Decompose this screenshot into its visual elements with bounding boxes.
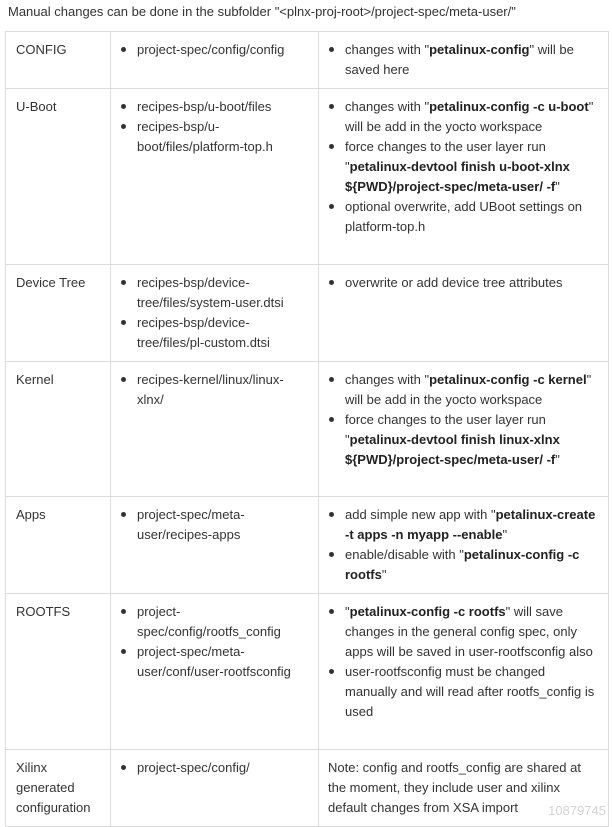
command-text: petalinux-config -c u-boot <box>429 99 589 114</box>
note-item: add simple new app with "petalinux-create -t apps -n myapp --enable" <box>328 505 599 545</box>
paths-list <box>120 40 309 60</box>
paths-list <box>120 370 309 410</box>
row-name: ROOTFS <box>6 594 111 750</box>
config-table-body <box>6 32 609 827</box>
path-item: project-spec/meta-user/recipes-apps <box>120 505 309 545</box>
note-item: changes with "petalinux-config" will be saved here <box>328 40 599 80</box>
table-row <box>6 32 609 89</box>
paths-cell <box>111 497 319 594</box>
paths-cell <box>111 594 319 750</box>
notes-cell <box>319 594 609 750</box>
paths-cell <box>111 32 319 89</box>
notes-list <box>328 602 599 722</box>
watermark-text: 10879745 <box>548 803 606 818</box>
intro-text: Manual changes can be done in the subfolder "<plnx-proj-root>/project-spec/meta-user/" <box>8 4 516 19</box>
notes-cell <box>319 32 609 89</box>
notes-list <box>328 505 599 585</box>
table-row <box>6 265 609 362</box>
note-item: optional overwrite, add UBoot settings on platform-top.h <box>328 197 599 237</box>
row-name: Apps <box>6 497 111 594</box>
paths-list <box>120 758 309 778</box>
command-text: petalinux-create -t apps -n myapp --enable <box>345 507 596 542</box>
notes-list <box>328 97 599 237</box>
table-row <box>6 750 609 827</box>
notes-cell <box>319 362 609 497</box>
path-item: recipes-bsp/device-tree/files/pl-custom.dtsi <box>120 313 309 353</box>
note-item: changes with "petalinux-config -c u-boot" will be add in the yocto workspace <box>328 97 599 137</box>
path-item: recipes-bsp/u-boot/files/platform-top.h <box>120 117 309 157</box>
plain-note: Note: config and rootfs_config are shared at the moment, they include user and xilinx default changes from XSA import <box>328 760 581 815</box>
path-item: project-spec/config/config <box>120 40 309 60</box>
note-item: enable/disable with "petalinux-config -c rootfs" <box>328 545 599 585</box>
path-item: project-spec/meta-user/conf/user-rootfsconfig <box>120 642 309 682</box>
row-name: CONFIG <box>6 32 111 89</box>
notes-list <box>328 370 599 470</box>
paths-list <box>120 97 309 157</box>
note-item: changes with "petalinux-config -c kernel" will be add in the yocto workspace <box>328 370 599 410</box>
paths-list <box>120 505 309 545</box>
command-text: petalinux-config -c kernel <box>429 372 587 387</box>
row-name: Xilinx generated configuration <box>6 750 111 827</box>
command-text: petalinux-config <box>429 42 530 57</box>
note-item: force changes to the user layer run "petalinux-devtool finish u-boot-xlnx ${PWD}/project-spec/meta-user/ -f" <box>328 137 599 197</box>
note-item: force changes to the user layer run "petalinux-devtool finish linux-xlnx ${PWD}/project-spec/meta-user/ -f" <box>328 410 599 470</box>
table-row <box>6 362 609 497</box>
notes-cell <box>319 497 609 594</box>
table-row <box>6 594 609 750</box>
notes-cell <box>319 265 609 362</box>
note-item: user-rootfsconfig must be changed manually and will read after rootfs_config is used <box>328 662 599 722</box>
table-row <box>6 89 609 265</box>
row-name: Device Tree <box>6 265 111 362</box>
notes-list <box>328 273 599 293</box>
path-item: recipes-bsp/u-boot/files <box>120 97 309 117</box>
paths-cell <box>111 265 319 362</box>
command-text: petalinux-devtool finish linux-xlnx ${PWD}/project-spec/meta-user/ -f <box>345 432 560 467</box>
row-name: Kernel <box>6 362 111 497</box>
notes-cell <box>319 89 609 265</box>
note-item: overwrite or add device tree attributes <box>328 273 599 293</box>
paths-cell <box>111 89 319 265</box>
command-text: petalinux-config -c rootfs <box>349 604 506 619</box>
path-item: recipes-kernel/linux/linux-xlnx/ <box>120 370 309 410</box>
paths-list <box>120 273 309 353</box>
path-item: project-spec/config/ <box>120 758 309 778</box>
table-row <box>6 497 609 594</box>
notes-list <box>328 40 599 80</box>
command-text: petalinux-config -c rootfs <box>345 547 580 582</box>
row-name: U-Boot <box>6 89 111 265</box>
paths-list <box>120 602 309 682</box>
note-item: "petalinux-config -c rootfs" will save changes in the general config spec, only apps will be saved in user-rootfsconfig also <box>328 602 599 662</box>
path-item: project-spec/config/rootfs_config <box>120 602 309 642</box>
paths-cell <box>111 750 319 827</box>
path-item: recipes-bsp/device-tree/files/system-user.dtsi <box>120 273 309 313</box>
paths-cell <box>111 362 319 497</box>
config-table <box>5 31 609 827</box>
command-text: petalinux-devtool finish u-boot-xlnx ${PWD}/project-spec/meta-user/ -f <box>345 159 570 194</box>
